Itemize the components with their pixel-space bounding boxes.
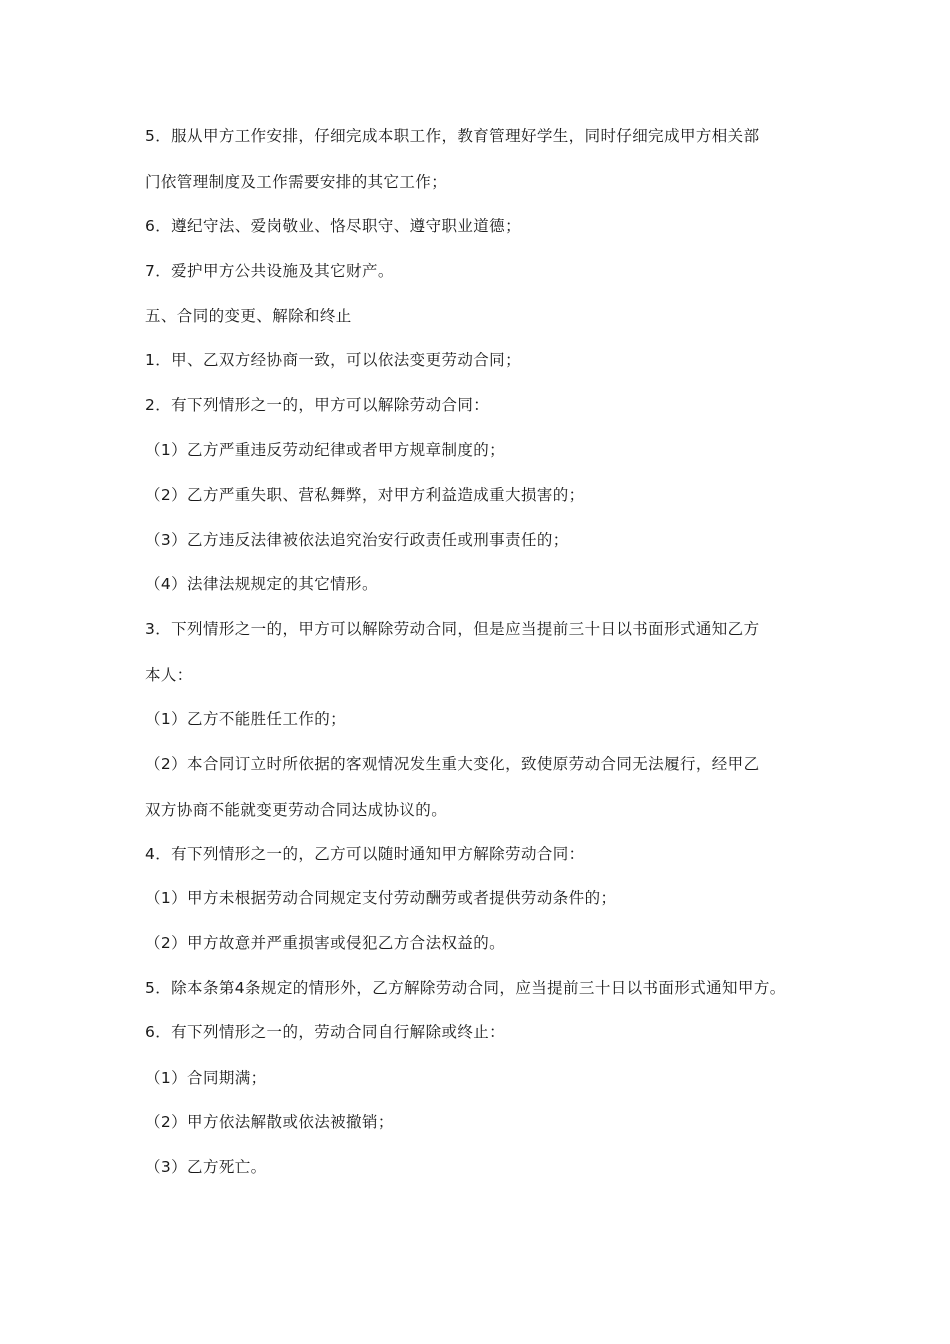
change-clause-3-line-2: 本人： [145,666,193,684]
clause-7: 7．爱护甲方公共设施及其它财产。 [145,262,394,280]
clause-5-line-1: 5．服从甲方工作安排，仔细完成本职工作，教育管理好学生，同时仔细完成甲方相关部 [145,127,760,145]
change-clause-4-item-1: （1）甲方未根据劳动合同规定支付劳动酬劳或者提供劳动条件的； [145,889,617,907]
clause-6: 6．遵纪守法、爱岗敬业、恪尽职守、遵守职业道德； [145,217,521,235]
change-clause-3-item-1: （1）乙方不能胜任工作的； [145,710,347,728]
change-clause-4: 4．有下列情形之一的，乙方可以随时通知甲方解除劳动合同： [145,845,585,863]
change-clause-2-item-3: （3）乙方违反法律被依法追究治安行政责任或刑事责任的； [145,531,569,549]
change-clause-6: 6．有下列情形之一的，劳动合同自行解除或终止： [145,1023,506,1041]
section-heading-5: 五、合同的变更、解除和终止 [145,307,352,325]
change-clause-6-item-1: （1）合同期满； [145,1069,267,1087]
change-clause-3-item-2-line-2: 双方协商不能就变更劳动合同达成协议的。 [145,801,448,819]
change-clause-2-item-2: （2）乙方严重失职、营私舞弊，对甲方利益造成重大损害的； [145,486,585,504]
change-clause-2: 2．有下列情形之一的，甲方可以解除劳动合同： [145,396,490,414]
change-clause-6-item-2: （2）甲方依法解散或依法被撤销； [145,1113,394,1131]
change-clause-4-item-2: （2）甲方故意并严重损害或侵犯乙方合法权益的。 [145,934,506,952]
change-clause-3-item-2-line-1: （2）本合同订立时所依据的客观情况发生重大变化，致使原劳动合同无法履行，经甲乙 [145,755,760,773]
change-clause-2-item-4: （4）法律法规规定的其它情形。 [145,575,378,593]
change-clause-3-line-1: 3．下列情形之一的，甲方可以解除劳动合同，但是应当提前三十日以书面形式通知乙方 [145,620,760,638]
change-clause-6-item-3: （3）乙方死亡。 [145,1158,267,1176]
change-clause-2-item-1: （1）乙方严重违反劳动纪律或者甲方规章制度的； [145,441,506,459]
change-clause-5: 5．除本条第4条规定的情形外，乙方解除劳动合同，应当提前三十日以书面形式通知甲方。 [145,979,786,997]
change-clause-1: 1．甲、乙双方经协商一致，可以依法变更劳动合同； [145,351,521,369]
clause-5-line-2: 门依管理制度及工作需要安排的其它工作； [145,173,448,191]
